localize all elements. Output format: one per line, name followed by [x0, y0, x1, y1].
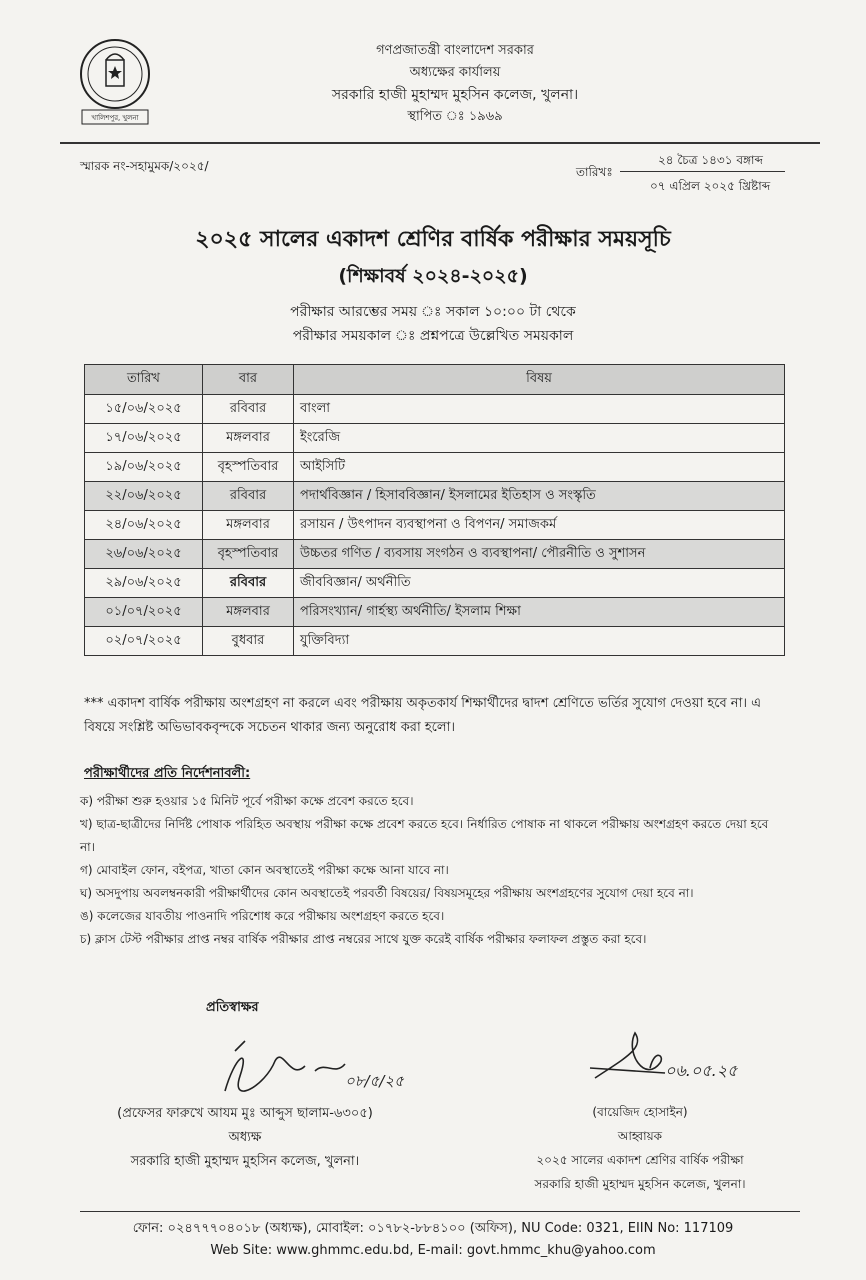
admission-note: *** একাদশ বার্ষিক পরীক্ষায় অংশগ্রহণ না করলে এবং পরীক্ষায় অকৃতকার্য শিক্ষার্থীদের দ্বাদশ শ্রেণিতে ভর্তির সুযোগ দেওয়া হবে না। এ বিষয়ে সংশ্লিষ্ট অভিভাবকবৃন্দকে সচেতন থাকার জন্য অনুরোধ করা হলো। — [84, 696, 762, 735]
principal-org: সরকারি হাজী মুহাম্মদ মুহসিন কলেজ, খুলনা। — [130, 1154, 360, 1169]
row-date: ১৯/০৬/২০২৫ — [85, 453, 203, 482]
row-subject: উচ্চতর গণিত / ব্যবসায় সংগঠন ও ব্যবস্থাপনা/ পৌরনীতি ও সুশাসন — [294, 540, 785, 569]
row-subject: যুক্তিবিদ্যা — [294, 627, 785, 656]
principal-signature-date: ০৮/৫/২৫ — [345, 1072, 404, 1090]
footer-web: Web Site: www.ghmmc.edu.bd, E-mail: govt.hmmc_khu@yahoo.com — [210, 1243, 656, 1258]
row-subject: বাংলা — [294, 395, 785, 424]
header-date: তারিখ — [85, 365, 203, 395]
row-date: ২৪/০৬/২০২৫ — [85, 511, 203, 540]
row-subject: ইংরেজি — [294, 424, 785, 453]
row-date: ১৭/০৬/২০২৫ — [85, 424, 203, 453]
instruction-item: ঙ) কলেজের যাবতীয় পাওনাদি পরিশোধ করে পরীক্ষায় অংশগ্রহণ করতে হবে। — [80, 909, 445, 923]
footer-divider — [80, 1211, 800, 1212]
row-subject: পরিসংখ্যান/ গার্হস্থ্য অর্থনীতি/ ইসলাম শিক্ষা — [294, 598, 785, 627]
row-day: মঙ্গলবার — [203, 598, 294, 627]
principal-title: অধ্যক্ষ — [228, 1130, 262, 1145]
table-row — [85, 598, 785, 627]
exam-schedule-table — [84, 364, 785, 656]
table-row — [85, 540, 785, 569]
row-date: ১৫/০৬/২০২৫ — [85, 395, 203, 424]
letterhead-college: সরকারি হাজী মুহাম্মদ মুহসিন কলেজ, খুলনা। — [331, 87, 579, 103]
date-label: তারিখঃ — [576, 165, 613, 179]
convener-block — [505, 1100, 775, 1196]
convener-title: আহ্বায়ক — [617, 1129, 663, 1143]
exam-duration: পরীক্ষার সময়কাল ঃ প্রশ্নপত্রে উল্লেখিত সময়কাল — [292, 328, 574, 344]
row-subject: আইসিটি — [294, 453, 785, 482]
convener-signature-date: ০৬.০৫.২৫ — [665, 1061, 738, 1080]
letterhead-line1: গণপ্রজাতন্ত্রী বাংলাদেশ সরকার — [376, 43, 534, 58]
logo-caption: খালিশপুর, খুলনা — [91, 114, 139, 122]
memo-number: স্মারক নং-সহামুমক/২০২৫/ — [80, 159, 209, 173]
instruction-item: খ) ছাত্র-ছাত্রীদের নির্দিষ্ট পোষাক পরিহিত অবস্থায় পরীক্ষা কক্ষে প্রবেশ করতে হবে। নির্ধারিত পোষাক না থাকলে পরীক্ষায় অংশগ্রহণ করতে দেয়া হবে না। — [80, 817, 769, 854]
convener-name: (বায়েজিদ হোসাইন) — [592, 1105, 688, 1119]
exam-start-time: পরীক্ষার আরম্ভের সময় ঃ সকাল ১০:০০ টা থেকে — [290, 304, 576, 320]
footer-contact: ফোন: ০২৪৭৭৭০৪০১৮ (অধ্যক্ষ), মোবাইল: ০১৭৮২-৮৮৪১০০ (অফিস), NU Code: 0321, EIIN No: 117109 — [132, 1221, 734, 1236]
date-gregorian: ০৭ এপ্রিল ২০২৫ খ্রিষ্টাব্দ — [650, 179, 771, 193]
principal-signature — [205, 1036, 445, 1106]
table-header-row — [85, 365, 785, 395]
college-logo — [76, 36, 154, 128]
row-subject: জীববিজ্ঞান/ অর্থনীতি — [294, 569, 785, 598]
row-date: ২২/০৬/২০২৫ — [85, 482, 203, 511]
countersign-label: প্রতিস্বাক্ষর — [206, 1000, 259, 1015]
instruction-item: চ) ক্লাস টেস্ট পরীক্ষার প্রাপ্ত নম্বর বার্ষিক পরীক্ষার প্রাপ্ত নম্বরের সাথে যুক্ত করেই বার্ষিক পরীক্ষার ফলাফল প্রস্তুত করা হবে। — [80, 932, 647, 946]
row-day: রবিবার — [203, 482, 294, 511]
table-row — [85, 424, 785, 453]
schedule-title: ২০২৫ সালের একাদশ শ্রেণির বার্ষিক পরীক্ষার সময়সূচি — [195, 227, 671, 252]
row-day: বৃহস্পতিবার — [203, 453, 294, 482]
row-date: ০১/০৭/২০২৫ — [85, 598, 203, 627]
date-bangla: ২৪ চৈত্র ১৪৩১ বঙ্গাব্দ — [658, 153, 763, 167]
row-date: ০২/০৭/২০২৫ — [85, 627, 203, 656]
convener-org: সরকারি হাজী মুহাম্মদ মুহসিন কলেজ, খুলনা। — [534, 1177, 746, 1191]
footer — [0, 1218, 866, 1262]
table-row — [85, 453, 785, 482]
header-day: বার — [203, 365, 294, 395]
table-row — [85, 569, 785, 598]
table-row — [85, 627, 785, 656]
row-day: বৃহস্পতিবার — [203, 540, 294, 569]
convener-committee: ২০২৫ সালের একাদশ শ্রেণির বার্ষিক পরীক্ষা — [536, 1153, 744, 1167]
principal-name: (প্রফেসর ফারুখে আযম মুঃ আব্দুস ছালাম-৬৩০৫) — [117, 1106, 373, 1121]
row-day: রবিবার — [203, 569, 294, 598]
letterhead-established: স্থাপিত ঃ ১৯৬৯ — [407, 109, 503, 124]
letterhead-line2: অধ্যক্ষের কার্যালয় — [409, 65, 501, 80]
letterhead — [270, 40, 640, 128]
instructions-list — [80, 790, 786, 951]
academic-year: (শিক্ষাবর্ষ ২০২৪-২০২৫) — [338, 265, 528, 287]
instruction-item: গ) মোবাইল ফোন, বইপত্র, খাতা কোন অবস্থাতেই পরীক্ষা কক্ষে আনা যাবে না। — [80, 863, 449, 877]
row-day: রবিবার — [203, 395, 294, 424]
instruction-item: ক) পরীক্ষা শুরু হওয়ার ১৫ মিনিট পূর্বে পরীক্ষা কক্ষে প্রবেশ করতে হবে। — [80, 794, 414, 808]
header-subject: বিষয় — [294, 365, 785, 395]
row-subject: পদার্থবিজ্ঞান / হিসাববিজ্ঞান/ ইসলামের ইতিহাস ও সংস্কৃতি — [294, 482, 785, 511]
convener-signature — [585, 1028, 785, 1098]
row-day: বুধবার — [203, 627, 294, 656]
row-date: ২৬/০৬/২০২৫ — [85, 540, 203, 569]
principal-block — [90, 1102, 400, 1174]
row-subject: রসায়ন / উৎপাদন ব্যবস্থাপনা ও বিপণন/ সমাজকর্ম — [294, 511, 785, 540]
table-row — [85, 511, 785, 540]
instruction-item: ঘ) অসদুপায় অবলম্বনকারী পরীক্ষার্থীদের কোন অবস্থাতেই পরবর্তী বিষয়ের/ বিষয়সমূহের পরীক্ষায় অংশগ্রহণের সুযোগ দেয়া হবে না। — [80, 886, 694, 900]
row-day: মঙ্গলবার — [203, 511, 294, 540]
table-row — [85, 395, 785, 424]
row-date: ২৯/০৬/২০২৫ — [85, 569, 203, 598]
row-day: মঙ্গলবার — [203, 424, 294, 453]
header-divider — [60, 142, 820, 144]
exam-info — [0, 300, 866, 348]
date-divider — [620, 171, 785, 172]
instructions-title: পরীক্ষার্থীদের প্রতি নির্দেশনাবলী: — [84, 766, 251, 781]
table-row — [85, 482, 785, 511]
